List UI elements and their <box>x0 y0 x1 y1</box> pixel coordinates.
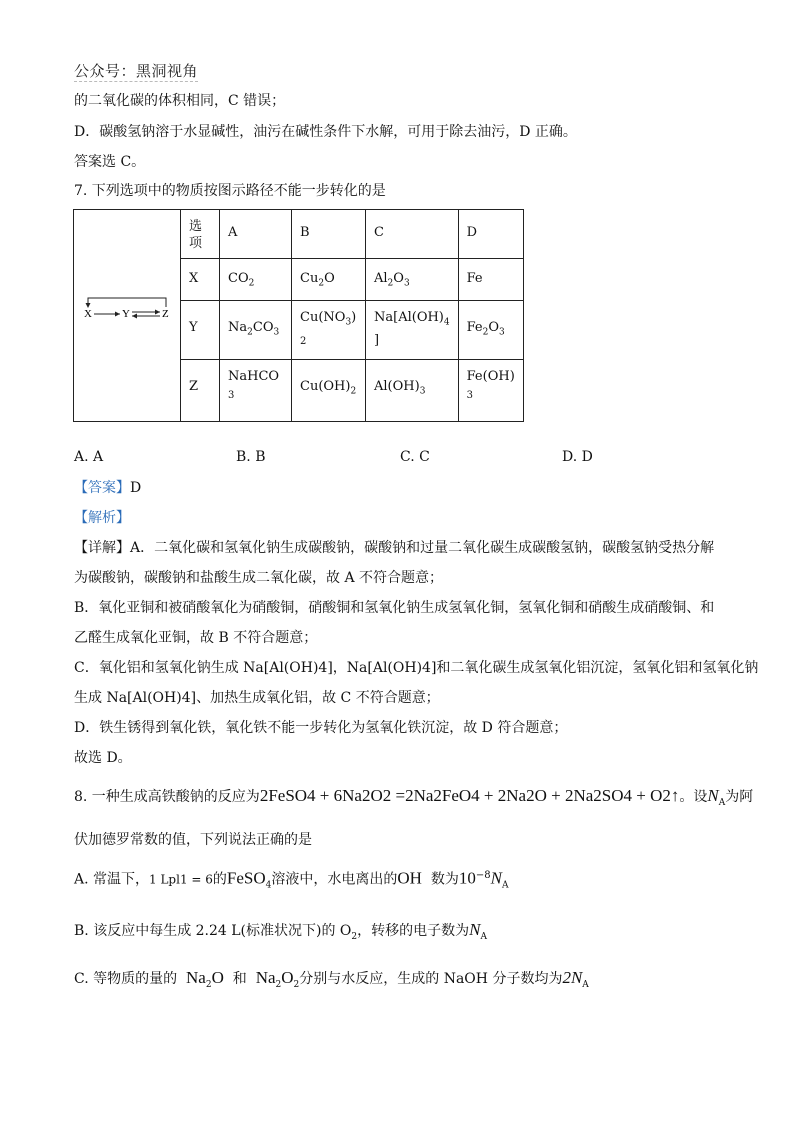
diagram-z: Z <box>162 308 169 320</box>
cell-x-c: $Al_2O_3$ <box>366 258 459 301</box>
cell-x-d: Fe <box>458 258 523 301</box>
q8-option-c: C. 等物质的量的 $Na_2O$ 和 $Na_2O_2$分别与水反应，生成的 NaOH 分子数均为$2N_A$ <box>74 968 589 990</box>
watermark: 公众号：黑洞视角 <box>74 62 199 80</box>
prev-line-1: 的二氧化碳的体积相同，C 错误； <box>74 93 286 109</box>
detail-line-5: C．氧化铝和氢氧化钠生成 Na[Al(OH)4]，Na[Al(OH)4]和二氧化碳生成氢氧化铝沉淀，氢氧化铝和氢氧化钠 <box>74 660 759 676</box>
q7-option-b: B. B <box>236 449 266 465</box>
row-x-label: X <box>181 258 220 301</box>
header-d: D <box>458 210 523 259</box>
conversion-diagram <box>74 210 181 422</box>
header-option: 选项 <box>181 210 220 259</box>
q8-stem-line-2: 伏加德罗常数的值，下列说法正确的是 <box>74 832 312 848</box>
q8-stem-b: 。设 <box>679 789 708 805</box>
q7-table <box>73 209 524 422</box>
q8-stem-c: 为阿 <box>725 789 754 805</box>
cell-z-c: $Al(OH)_3$ <box>366 359 459 421</box>
cell-y-d: $Fe_2O_3$ <box>458 301 523 359</box>
cell-x-a: $CO_2$ <box>220 258 292 301</box>
arrowhead-x-y <box>115 312 120 317</box>
cell-y-c: $Na[Al(OH)_4$ ] <box>366 301 459 359</box>
q7-analysis-tag <box>74 508 130 528</box>
cell-z-b: $Cu(OH)_2$ <box>292 359 366 421</box>
diagram-x: X <box>84 308 92 320</box>
row-y-label: Y <box>181 301 220 359</box>
q8-stem-line-1: 8. 一种生成高铁酸钠的反应为2FeSO4 + 6Na2O2 =2Na2FeO4 + 2Na2O + 2Na2SO4 + O2↑。设$N_A$为阿 <box>74 786 754 808</box>
arrowhead-z-y <box>132 314 137 319</box>
cell-y-b: $Cu(NO_3)$ 2 <box>292 301 366 359</box>
header-b: B <box>292 210 366 259</box>
q7-option-a: A. A <box>74 449 104 465</box>
row-z-label: Z <box>181 359 220 421</box>
cell-z-d: Fe(OH) 3 <box>458 359 523 421</box>
detail-line-3: B．氧化亚铜和被硝酸氧化为硝酸铜，硝酸铜和氢氧化钠生成氢氧化铜，氢氧化铜和硝酸生成硝酸铜、和 <box>74 600 715 616</box>
q7-stem: 7. 下列选项中的物质按图示路径不能一步转化的是 <box>74 183 386 199</box>
q7-answer <box>74 478 141 498</box>
diagram-y: Y <box>122 308 130 320</box>
q7-option-c: C. C <box>400 449 430 465</box>
prev-line-3: 答案选 C。 <box>74 154 146 170</box>
cell-y-a: $Na_2CO_3$ <box>220 301 292 359</box>
q8-option-b: B. 该反应中每生成 2.24 L(标准状况下)的 $O_2$，转移的电子数为$N_A$ <box>74 920 487 942</box>
q8-option-a: A. 常温下，1 Lpl1 = 6的FeSO$_4$溶液中，水电离出的OH 数为$10^{-8}N_A$ <box>74 868 509 891</box>
arrow-z-x <box>88 298 166 307</box>
header-a: A <box>220 210 292 259</box>
q8-stem-a: 8. 一种生成高铁酸钠的反应为 <box>74 789 260 805</box>
prev-line-2: D．碳酸氢钠溶于水显碱性，油污在碱性条件下水解，可用于除去油污，D 正确。 <box>74 124 577 140</box>
conversion-diagram-svg <box>74 210 180 415</box>
detail-line-1: 【详解】A．二氧化碳和氢氧化钠生成碳酸钠，碳酸钠和过量二氧化碳生成碳酸氢钠，碳酸氢钠受热分解 <box>74 540 715 556</box>
reaction-equation: 2FeSO4 + 6Na2O2 =2Na2FeO4 + 2Na2O + 2Na2SO4 + O2↑ <box>259 786 680 805</box>
cell-x-b: $Cu_2O$ <box>292 258 366 301</box>
cell-z-a: NaHCO 3 <box>220 359 292 421</box>
analysis-tag: 【解析】 <box>74 510 130 526</box>
detail-line-4: 乙醛生成氧化亚铜，故 B 不符合题意； <box>74 630 318 646</box>
avogadro-symbol: N <box>707 786 719 805</box>
detail-line-7: D．铁生锈得到氧化铁，氧化铁不能一步转化为氢氧化铁沉淀，故 D 符合题意； <box>74 720 568 736</box>
header-c: C <box>366 210 459 259</box>
detail-line-2: 为碳酸钠，碳酸钠和盐酸生成二氧化碳，故 A 不符合题意； <box>74 570 444 586</box>
arrowhead-y-z <box>155 310 160 315</box>
detail-line-8: 故选 D。 <box>74 750 132 766</box>
answer-value: D <box>130 480 142 496</box>
detail-line-6: 生成 Na[Al(OH)4]、加热生成氧化铝，故 C 不符合题意； <box>74 690 440 706</box>
answer-tag: 【答案】 <box>74 480 130 496</box>
q7-option-d: D. D <box>562 449 593 465</box>
